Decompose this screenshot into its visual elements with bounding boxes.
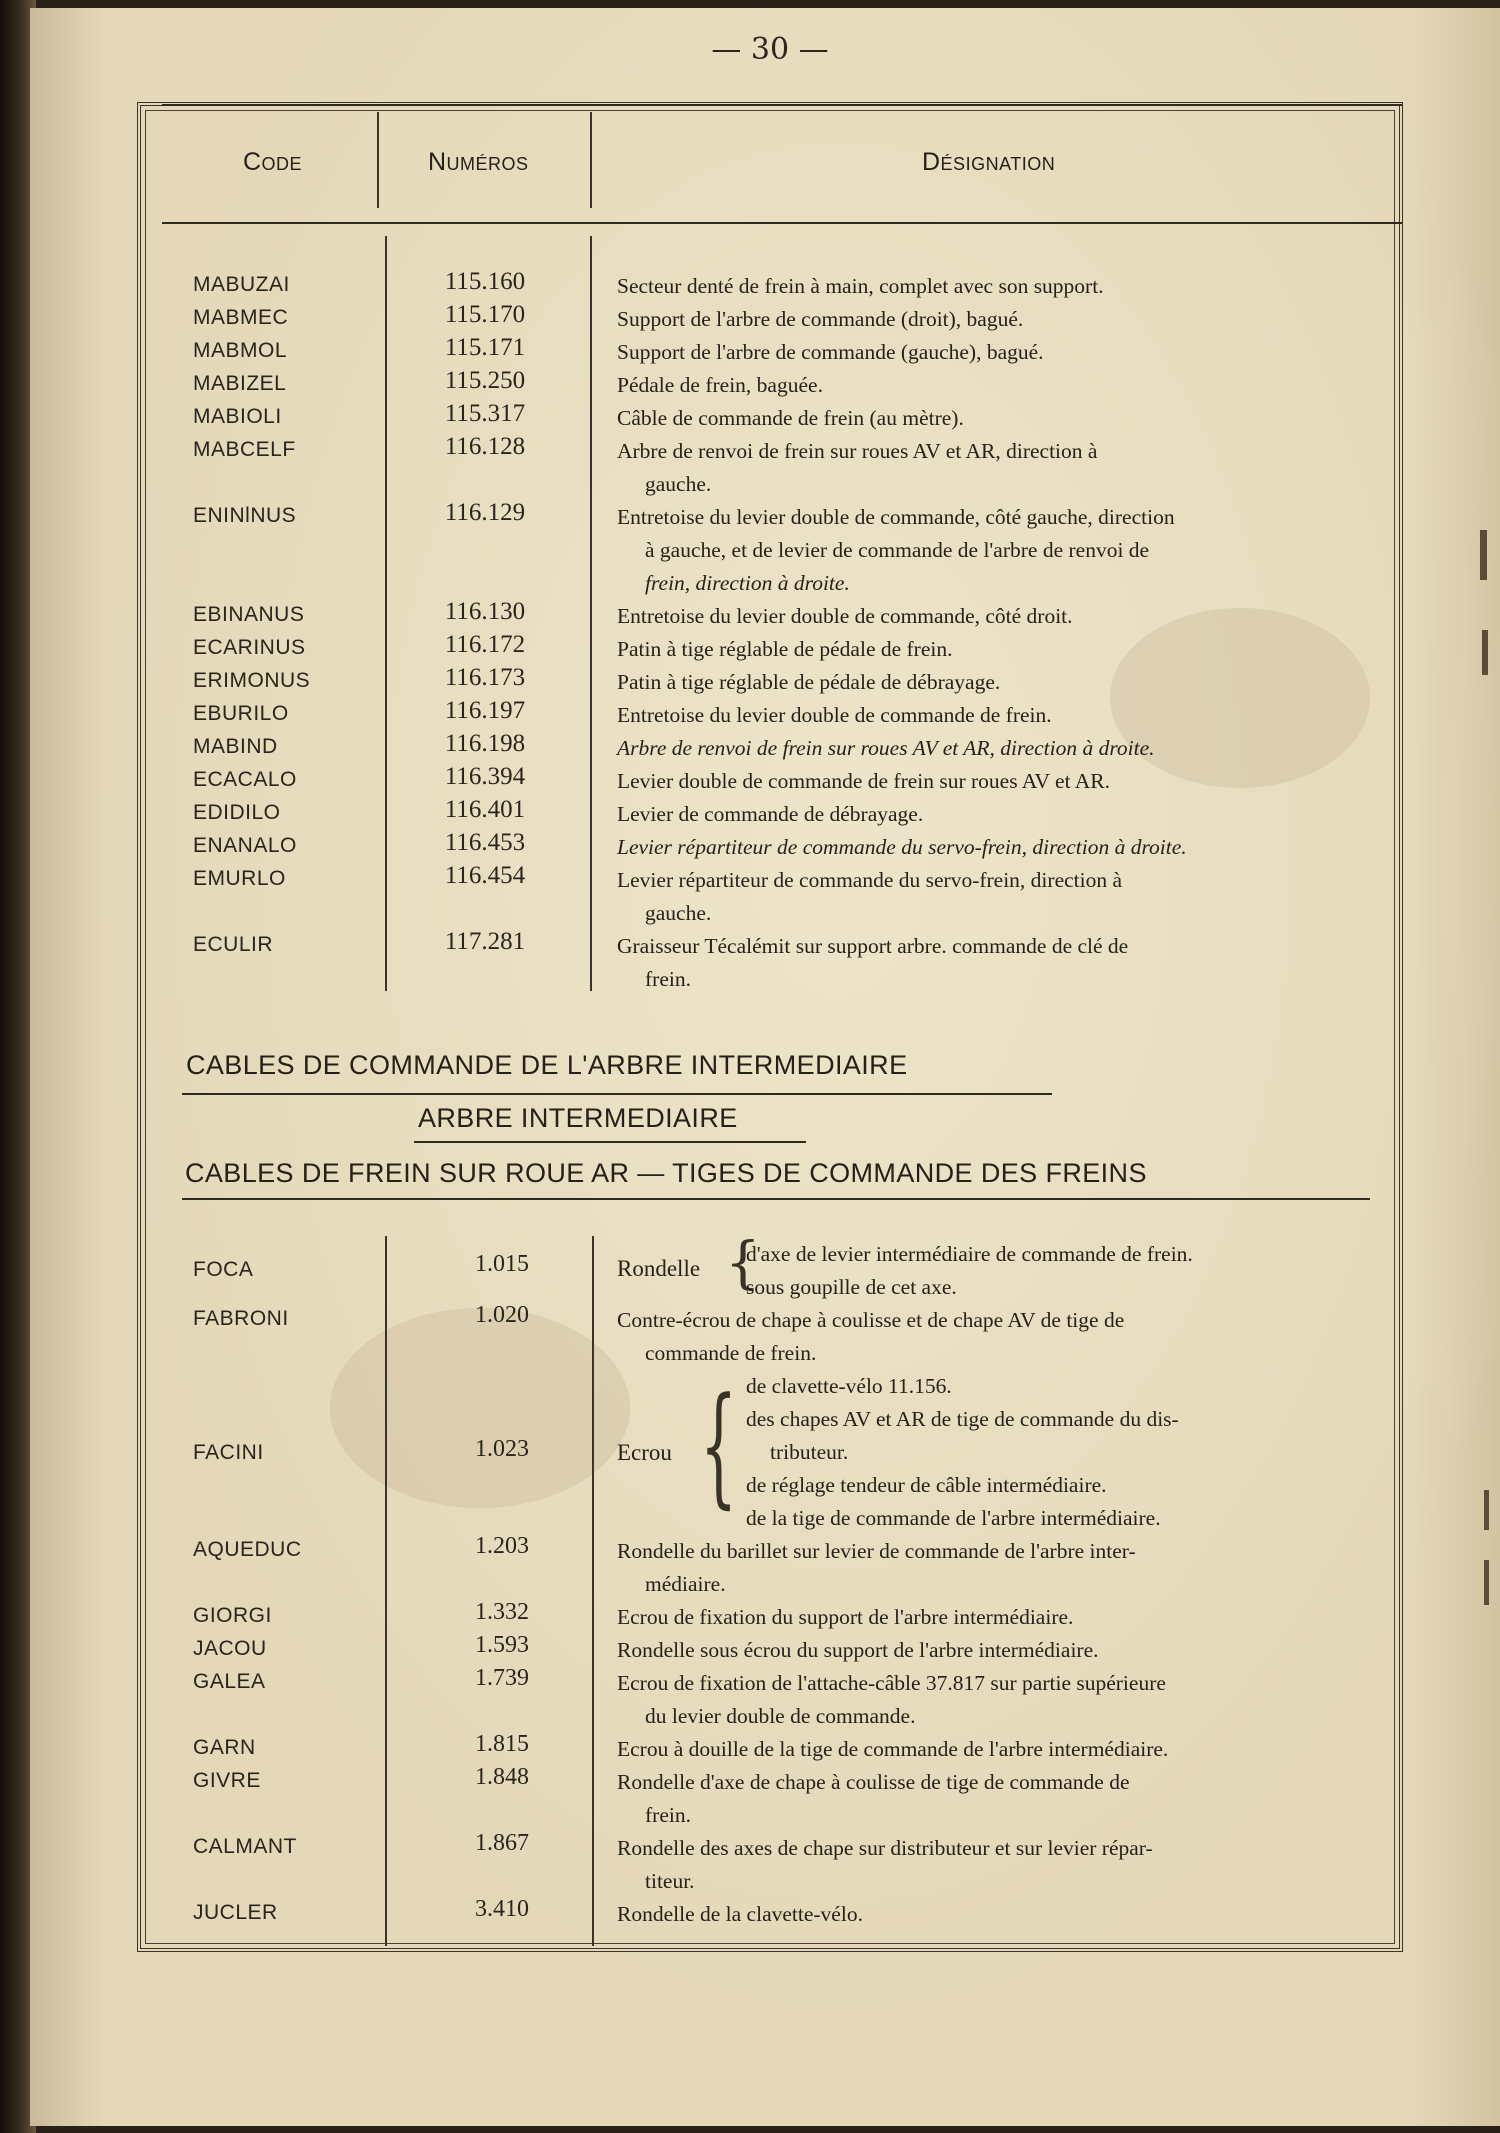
section-title-arbre-intermediaire: ARBRE INTERMEDIAIRE	[418, 1103, 738, 1133]
part-designation: Levier répartiteur de commande du servo-frein, direction à droite.	[617, 835, 1187, 859]
part-number: 115.170	[444, 301, 526, 328]
part-designation: Contre-écrou de chape à coulisse et de chape AV de tige de commande de frein.	[617, 1308, 1125, 1365]
margin-mark	[1484, 1490, 1489, 1530]
brace: {	[725, 1231, 761, 1296]
part-code: ENINlNUS	[193, 504, 297, 527]
part-code: MABMEC	[193, 306, 289, 329]
part-designation: Arbre de renvoi de frein sur roues AV et AR, direction à droite.	[617, 736, 1155, 760]
part-designation: Levier double de commande de frein sur roues AV et AR.	[617, 769, 1110, 793]
part-code: MABIND	[193, 735, 278, 758]
part-designation: Graisseur Técalémit sur support arbre. commande de clé de frein.	[617, 934, 1129, 991]
part-code: CALMANT	[193, 1835, 297, 1858]
part-number: 3.410	[475, 1896, 529, 1922]
brace: {	[700, 1369, 738, 1521]
part-designation: Câble de commande de frein (au mètre).	[617, 406, 964, 430]
section-underline	[414, 1141, 806, 1143]
part-number: 116.128	[444, 433, 526, 460]
part-code: ECACALO	[193, 768, 297, 791]
part-code: GARN	[193, 1736, 256, 1759]
part-designation: Entretoise du levier double de commande, côté droit.	[617, 604, 1073, 628]
part-designation: de clavette-vélo 11.156. des chapes AV et AR de tige de commande du dis- tributeur. de réglage tendeur de câble intermédiaire. de la tige de commande de l'arbre intermédiaire.	[746, 1374, 1179, 1530]
part-code: AQUEDUC	[193, 1538, 302, 1561]
part-code: MABIOLI	[193, 405, 282, 428]
part-code: ENANALO	[193, 834, 297, 857]
part-number: 116.401	[444, 796, 526, 823]
part-number: 116.129	[444, 499, 526, 526]
part-code: MABUZAI	[193, 273, 290, 296]
part-designation: d'axe de levier intermédiaire de commande de frein. sous goupille de cet axe.	[746, 1242, 1193, 1299]
column-rule	[377, 112, 379, 208]
margin-mark	[1480, 530, 1487, 580]
header-top-rule	[162, 104, 1402, 106]
part-number: 116.453	[444, 829, 526, 856]
part-code: MABCELF	[193, 438, 296, 461]
part-number: 1.332	[475, 1599, 529, 1625]
part-number: 117.281	[444, 928, 526, 955]
part-designation: Levier de commande de débrayage.	[617, 802, 924, 826]
part-designation: Rondelle des axes de chape sur distributeur et sur levier répar- titeur.	[617, 1836, 1153, 1893]
part-number: 1.739	[475, 1665, 529, 1691]
part-number: 115.171	[444, 334, 526, 361]
part-number: 116.197	[444, 697, 526, 724]
part-code: MABMOL	[193, 339, 288, 362]
part-number: 1.867	[475, 1830, 529, 1856]
column-rule	[590, 112, 592, 208]
part-code: GALEA	[193, 1670, 266, 1693]
part-designation: Ecrou de fixation du support de l'arbre intermédiaire.	[617, 1605, 1074, 1629]
part-number: 1.020	[475, 1302, 529, 1328]
column-rule	[385, 1236, 387, 1946]
part-designation: Rondelle sous écrou du support de l'arbre intermédiaire.	[617, 1638, 1099, 1662]
part-designation: Pédale de frein, baguée.	[617, 373, 823, 397]
part-code: ECULIR	[193, 933, 274, 956]
part-number: 116.198	[444, 730, 526, 757]
part-number: 115.317	[444, 400, 526, 427]
part-number: 116.130	[444, 598, 526, 625]
part-number: 115.250	[444, 367, 526, 394]
part-number: 1.815	[475, 1731, 529, 1757]
part-designation: Rondelle du barillet sur levier de commande de l'arbre inter- médiaire.	[617, 1539, 1136, 1596]
column-header-designation: Désignation	[922, 148, 1056, 176]
part-number: 116.172	[444, 631, 526, 658]
part-code: MABIZEL	[193, 372, 287, 395]
part-code: ERIMONUS	[193, 669, 311, 692]
part-designation: Ecrou de fixation de l'attache-câble 37.817 sur partie supérieure du levier double de commande.	[617, 1671, 1166, 1728]
part-designation: Patin à tige réglable de pédale de débrayage.	[617, 670, 1001, 694]
part-number: 1.848	[475, 1764, 529, 1790]
column-header-numeros: Numéros	[428, 148, 529, 176]
part-number: 116.454	[444, 862, 526, 889]
column-rule	[590, 236, 592, 991]
part-code: GIORGI	[193, 1604, 272, 1627]
margin-mark	[1484, 1560, 1489, 1605]
part-designation: Patin à tige réglable de pédale de frein.	[617, 637, 953, 661]
part-code: EBURILO	[193, 702, 289, 725]
part-designation-lead: Rondelle	[617, 1256, 701, 1281]
section-title-cables-arbre: CABLES DE COMMANDE DE L'ARBRE INTERMEDIAIRE	[186, 1050, 908, 1080]
part-designation: Entretoise du levier double de commande de frein.	[617, 703, 1052, 727]
part-number: 1.015	[475, 1251, 529, 1277]
part-number: 116.173	[444, 664, 526, 691]
part-code: EDIDILO	[193, 801, 281, 824]
part-designation: Levier répartiteur de commande du servo-frein, direction à gauche.	[617, 868, 1123, 925]
part-code: FOCA	[193, 1258, 254, 1281]
part-code: JACOU	[193, 1637, 267, 1660]
part-designation: Arbre de renvoi de frein sur roues AV et AR, direction à gauche.	[617, 439, 1098, 496]
part-code: EMURLO	[193, 867, 286, 890]
page-number: — 30 —	[711, 32, 829, 67]
part-designation: Support de l'arbre de commande (gauche), bagué.	[617, 340, 1044, 364]
section-title-cables-frein: CABLES DE FREIN SUR ROUE AR — TIGES DE COMMANDE DES FREINS	[185, 1158, 1147, 1188]
part-designation: Entretoise du levier double de commande, côté gauche, direction à gauche, et de levier de commande de l'arbre de renvoi de frein, direction à droite.	[617, 505, 1175, 595]
part-code: EBINANUS	[193, 603, 305, 626]
part-code: JUCLER	[193, 1901, 278, 1924]
section-underline	[182, 1198, 1370, 1200]
part-number: 115.160	[444, 268, 526, 295]
margin-mark	[1482, 630, 1488, 675]
part-code: GIVRE	[193, 1769, 261, 1792]
part-number: 116.394	[444, 763, 526, 790]
part-code: FACINI	[193, 1441, 264, 1464]
header-bottom-rule	[162, 222, 1402, 224]
column-header-code: Code	[243, 148, 303, 176]
part-designation: Ecrou à douille de la tige de commande de l'arbre intermédiaire.	[617, 1737, 1169, 1761]
part-code: FABRONI	[193, 1307, 289, 1330]
part-designation: Support de l'arbre de commande (droit), bagué.	[617, 307, 1024, 331]
part-designation-lead: Ecrou	[617, 1440, 672, 1465]
part-designation: Rondelle de la clavette-vélo.	[617, 1902, 863, 1926]
section-underline	[182, 1093, 1052, 1095]
part-code: ECARINUS	[193, 636, 306, 659]
part-number: 1.023	[475, 1436, 529, 1462]
part-designation: Secteur denté de frein à main, complet avec son support.	[617, 274, 1104, 298]
part-number: 1.593	[475, 1632, 529, 1658]
part-designation: Rondelle d'axe de chape à coulisse de tige de commande de frein.	[617, 1770, 1130, 1827]
part-number: 1.203	[475, 1533, 529, 1559]
